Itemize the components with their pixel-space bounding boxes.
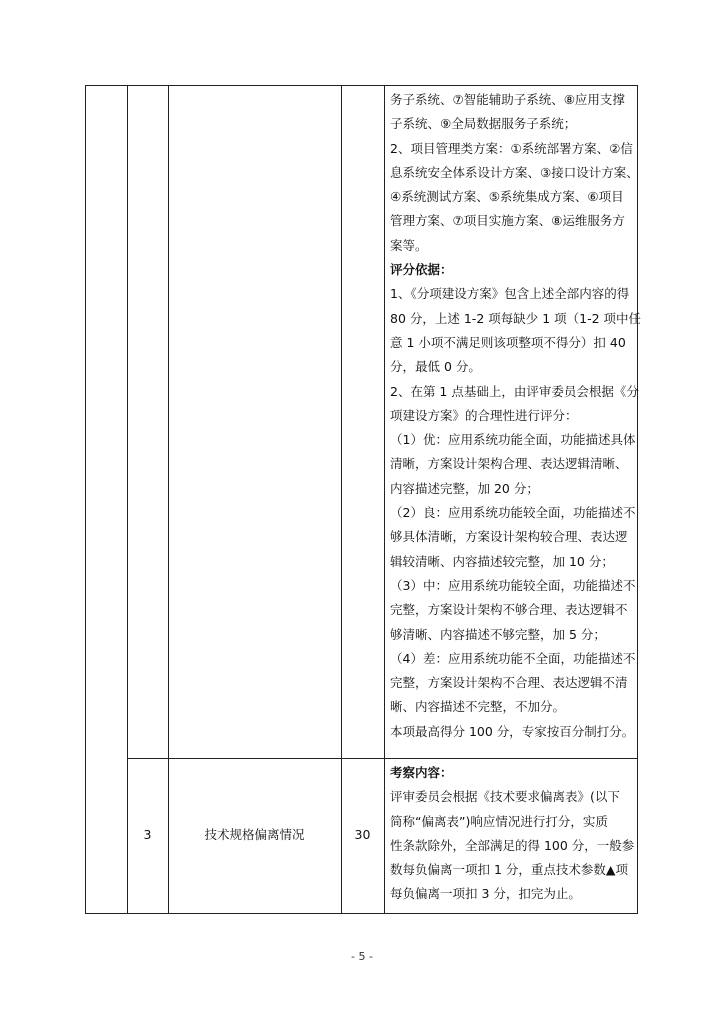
text-line: 本项最高得分 100 分，专家按百分制打分。: [390, 723, 635, 739]
scoring-basis-heading: 评分依据：: [390, 262, 453, 278]
text-line: 务子系统、⑦智能辅助子系统、⑧应用支撑: [390, 92, 625, 107]
table-border-left: [85, 85, 86, 914]
text-line: 清晰，方案设计架构合理、表达逻辑清晰、: [390, 456, 628, 472]
text-line: 辑较清晰、内容描述较完整，加 10 分；: [390, 553, 614, 569]
text-line: 完整，方案设计架构不合理、表达逻辑不清: [390, 675, 628, 691]
text-line: 管理方案、⑦项目实施方案、⑧运维服务方: [390, 213, 625, 229]
text-line: 项建设方案》的合理性进行评分：: [390, 407, 578, 423]
table-divider-col4: [384, 85, 385, 914]
review-content-heading: 考察内容：: [390, 765, 453, 780]
text-line: 2、项目管理类方案：①系统部署方案、②信: [390, 140, 633, 156]
text-line: 完整，方案设计架构不够合理、表达逻辑不: [390, 602, 628, 618]
text-line: （3）中：应用系统功能较全面，功能描述不: [390, 577, 636, 593]
text-line: 1、《分项建设方案》包含上述全部内容的得: [390, 286, 630, 302]
text-line: 案等。: [390, 237, 428, 253]
text-line: 数每负偏离一项扣 1 分，重点技术参数▲项: [390, 862, 629, 878]
text-line: （1）优：应用系统功能全面，功能描述具体: [390, 432, 636, 448]
text-line: 性条款除外，全部满足的得 100 分，一般参: [390, 837, 635, 853]
text-line: 评审委员会根据《技术要求偏离表》(以下: [390, 789, 620, 805]
table-border-top: [85, 85, 638, 86]
text-line: 息系统安全体系设计方案、③接口设计方案、: [390, 164, 639, 180]
text-line: 晰、内容描述不完整，不加分。: [390, 699, 566, 715]
table-border-bottom: [85, 913, 638, 914]
text-line: 80 分，上述 1-2 项每缺少 1 项（1-2 项中任: [390, 310, 642, 326]
text-line: 子系统、⑨全局数据服务子系统；: [390, 116, 577, 132]
page-number: - 5 -: [351, 950, 373, 963]
text-line: （2）良：应用系统功能较全面，功能描述不: [390, 505, 636, 521]
text-line: 够清晰、内容描述不够完整，加 5 分；: [390, 626, 606, 642]
scoring-table: [85, 85, 642, 914]
row-number: 3: [143, 827, 152, 842]
row-separator: [127, 758, 638, 759]
text-line: 每负偏离一项扣 3 分，扣完为止。: [390, 886, 581, 902]
row-score: 30: [354, 827, 371, 842]
table-divider-col2: [168, 85, 169, 914]
deviation-criteria-text: [390, 761, 634, 907]
evaluation-criteria-text: [390, 88, 641, 744]
text-line: （4）差：应用系统功能不全面，功能描述不: [390, 650, 636, 666]
table-divider-col1: [127, 85, 128, 914]
text-line: 分，最低 0 分。: [390, 359, 481, 375]
text-line: 意 1 小项不满足则该项整项不得分）扣 40: [390, 334, 626, 350]
text-line: 够具体清晰，方案设计架构较合理、表达逻: [390, 529, 628, 545]
row-item-name: 技术规格偏离情况: [204, 827, 305, 842]
text-line: 2、在第 1 点基础上，由评审委员会根据《分: [390, 383, 639, 399]
text-line: ④系统测试方案、⑤系统集成方案、⑥项目: [390, 189, 624, 205]
text-line: 内容描述完整，加 20 分；: [390, 480, 539, 496]
table-divider-col3: [341, 85, 342, 914]
text-line: 简称“偏离表”)响应情况进行打分，实质: [390, 813, 608, 829]
